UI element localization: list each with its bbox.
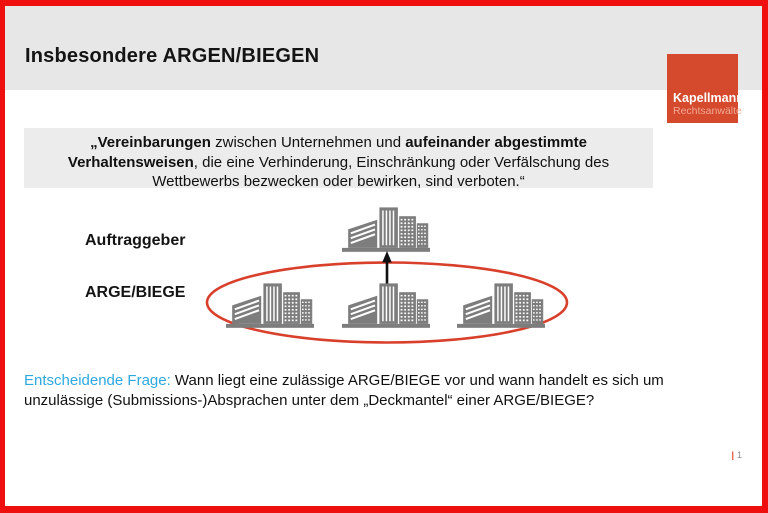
page-title: Insbesondere ARGEN/BIEGEN bbox=[25, 45, 320, 67]
building-icon-client bbox=[342, 207, 430, 251]
arrow-up-icon bbox=[382, 251, 392, 285]
label-auftraggeber: Auftraggeber bbox=[85, 232, 186, 249]
footer-separator: | bbox=[731, 450, 734, 460]
page-footer bbox=[731, 450, 742, 460]
logo-subtitle: Rechtsanwälte bbox=[673, 105, 742, 117]
building-icon-consortium-3 bbox=[457, 283, 545, 327]
page-number: 1 bbox=[736, 450, 742, 460]
kapellmann-logo bbox=[667, 54, 744, 123]
key-question-text: Entscheidende Frage: Wann liegt eine zulässige ARGE/BIEGE vor und wann handelt es sich um unzulässige (Submissions-)Absprachen unter dem „Deckmantel“ einer ARGE/BIEGE? bbox=[24, 372, 664, 409]
law-quote-text: „Vereinbarungen zwischen Unternehmen und aufeinander abgestimmte Verhaltensweisen, die eine Verhinderung, Einschränkung oder Verfälschung des Wettbewerbs bezwecken oder bewirken, sind verboten.“ bbox=[67, 134, 610, 190]
consortium-diagram bbox=[5, 195, 762, 355]
building-icon-consortium-1 bbox=[226, 283, 314, 327]
building-icon-consortium-2 bbox=[342, 283, 430, 327]
label-arge-biege: ARGE/BIEGE bbox=[85, 284, 186, 301]
header-band bbox=[5, 6, 762, 90]
law-quote-box bbox=[24, 128, 653, 188]
logo-brand-name: Kapellmann bbox=[673, 91, 744, 105]
